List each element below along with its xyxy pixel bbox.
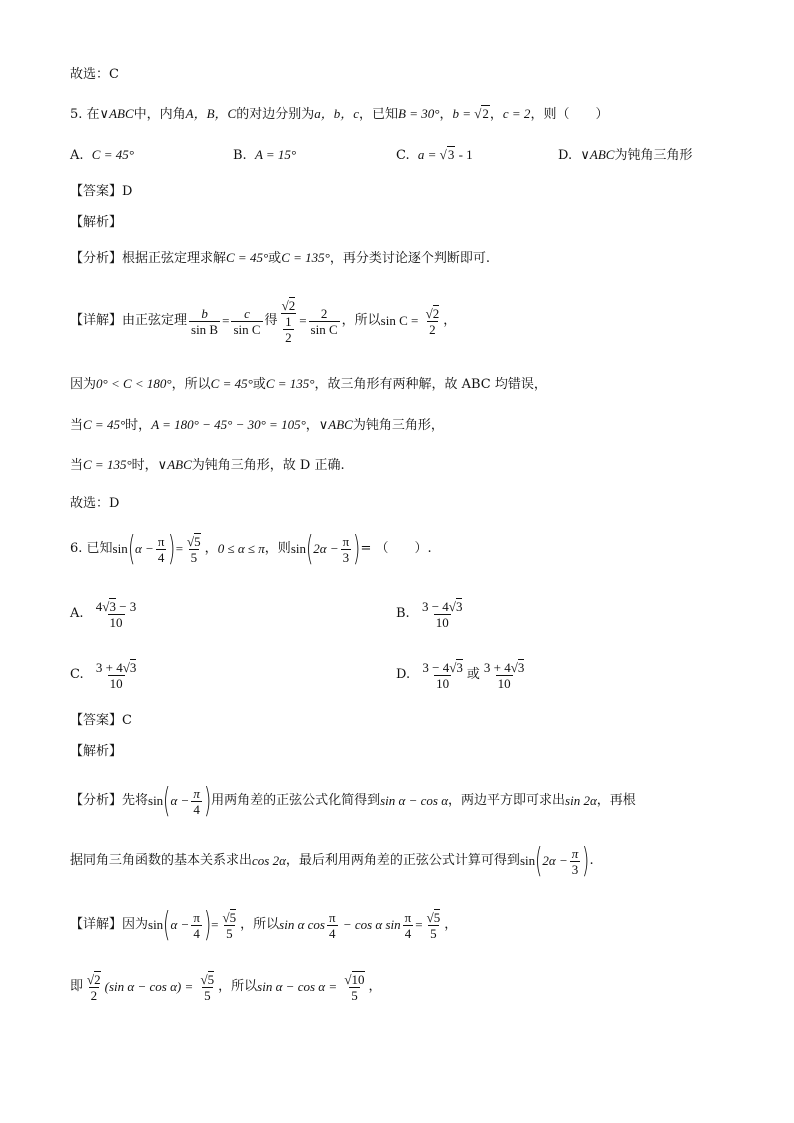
option-label: C. [396, 148, 410, 163]
coef: 3 + 4 [483, 659, 511, 675]
denominator: 4 [193, 925, 200, 941]
option-value: a = [417, 147, 440, 162]
numerator: π [342, 533, 350, 549]
option-value: ABC [589, 147, 615, 162]
denominator [281, 313, 296, 345]
answer-6 [70, 711, 132, 731]
numerator: π [571, 845, 579, 861]
left-paren: ( [163, 781, 171, 821]
numerator: b [201, 305, 208, 321]
text: ，再分类讨论逐个判断即可. [329, 251, 490, 266]
right-paren: ) [203, 905, 212, 945]
math: 0° < C < 180° [96, 376, 172, 391]
math: sin α − cos α [380, 793, 449, 808]
denominator: 10 [109, 675, 123, 691]
q5-comma: ， [489, 107, 503, 122]
q5-text: ，已知 [359, 107, 399, 122]
fraction-pi-4 [156, 534, 167, 565]
left-paren: ( [305, 529, 314, 569]
option-value: ∨ [580, 148, 590, 163]
option-value: A = 15° [254, 147, 297, 162]
fraction-pi-4 [191, 910, 202, 941]
numerator: 1 [285, 313, 292, 329]
text: 时，∨ [131, 458, 168, 473]
math: sin α cos [279, 917, 325, 932]
equals: = [175, 541, 184, 556]
fraction-c-sinC [231, 306, 262, 337]
denominator: 5 [226, 925, 233, 941]
numerator: √2 [281, 297, 296, 313]
math: C = 135° [83, 457, 132, 472]
fraction-half [283, 314, 294, 345]
detail-6-result [70, 964, 382, 1011]
numerator: π [328, 909, 336, 925]
option-value: C = 45° [91, 147, 134, 162]
numerator: √5 [187, 533, 201, 549]
q5-text: 中，内角 [133, 107, 186, 122]
math: ABC [328, 417, 353, 432]
question-6-stem [70, 524, 432, 575]
numerator: √5 [222, 909, 237, 925]
q5-option-c [396, 145, 473, 166]
coef: 3 − 4 [421, 598, 449, 614]
text: 6. 已知 [70, 541, 113, 556]
fraction-sqrt5-5 [221, 910, 239, 941]
radicand: 10 [351, 971, 365, 987]
q5-text: 的对边分别为 [236, 107, 315, 122]
q5-given-side-b: b = [452, 106, 475, 121]
right-paren: ) [168, 529, 176, 569]
q5-sides: a，b，c [314, 106, 359, 121]
answer-select-d [70, 494, 119, 514]
numerator: c [244, 305, 250, 321]
q5-option-d [558, 145, 692, 166]
math: sin [148, 793, 164, 808]
numerator: 3 − 4√3 [421, 598, 463, 614]
option-label: C. [70, 667, 84, 682]
text: 【详解】因为 [70, 917, 149, 932]
fraction-b-sinB [189, 306, 220, 337]
right-paren: ) [582, 841, 590, 881]
math: sin [112, 541, 128, 556]
math: ABC [167, 457, 192, 472]
denominator: 4 [329, 925, 336, 941]
radicand: 5 [433, 909, 441, 925]
q5-comma: ， [439, 107, 453, 122]
text: 【详解】由正弦定理 [70, 313, 188, 328]
denominator: 2 [429, 321, 436, 337]
text: ， [443, 313, 457, 328]
math: 2α − [542, 853, 568, 868]
option-label: D. [558, 148, 573, 163]
detail-5-case-45 [70, 415, 444, 436]
denominator: sin B [191, 321, 219, 337]
equals: = [299, 313, 307, 328]
math: A = 180° − 45° − 30° = 105° [151, 417, 306, 432]
text: 或 [466, 667, 480, 682]
option-fraction [420, 599, 464, 630]
numerator: 4√3 − 3 [95, 598, 137, 614]
denominator: 10 [109, 614, 123, 630]
left-paren: ( [535, 841, 543, 881]
text: 据同角三角函数的基本关系求出 [70, 853, 253, 868]
fraction-sqrt10-5 [342, 972, 366, 1003]
text: 时， [125, 418, 152, 433]
option-fraction [94, 660, 138, 691]
math: C = 135° [265, 376, 315, 391]
left-paren: ( [163, 905, 171, 945]
denominator: sin C [310, 321, 338, 337]
q5-option-a [70, 145, 134, 166]
text: 或 [268, 251, 282, 266]
denominator: 2 [285, 329, 292, 345]
numerator: π [157, 533, 165, 549]
denominator: 10 [497, 675, 511, 691]
option-value: - 1 [455, 147, 473, 162]
q5-given-c: c = 2 [502, 106, 531, 121]
text: 用两角差的正弦公式化简得到 [211, 793, 381, 808]
radicand: 3 [455, 598, 463, 614]
math: − cos α sin [339, 917, 401, 932]
option-fraction [482, 660, 526, 691]
denominator: 3 [571, 861, 579, 877]
text: ，再根 [596, 793, 636, 808]
text: . [589, 853, 594, 868]
text: 故选：D [70, 496, 120, 511]
text: 因为 [70, 377, 97, 392]
text: 为钝角三角形，故 D 正确. [191, 458, 345, 473]
radicand: 2 [94, 971, 101, 987]
text: = （ ）. [360, 541, 432, 556]
denominator: 5 [190, 549, 198, 565]
q5-option-b [233, 145, 296, 166]
math: sin 2α [565, 793, 597, 808]
fraction-sqrt2-over-half [280, 298, 298, 345]
q6-option-a [70, 595, 140, 634]
answer-text: 【答案】D [70, 184, 133, 199]
coef: 4 [95, 598, 103, 614]
q5-given-b: B = 30° [398, 106, 440, 121]
numerator: √2 [425, 305, 440, 321]
math: sin [290, 541, 306, 556]
q6-option-b [396, 595, 466, 634]
analysis-5-summary [70, 248, 490, 269]
text: 【分析】先将 [70, 793, 149, 808]
answer-5 [70, 182, 132, 202]
analysis-6-summary-2 [70, 838, 594, 885]
radicand: 2 [288, 297, 296, 313]
fraction-pi-3 [341, 534, 352, 565]
text: 即 [70, 979, 84, 994]
text: ， [204, 541, 218, 556]
fraction-pi-4 [191, 786, 202, 817]
analysis-5-header [70, 213, 122, 233]
radicand: 3 [109, 598, 116, 614]
radicand: 3 [447, 147, 455, 162]
text: ，所以 [341, 313, 381, 328]
denominator: 10 [436, 675, 450, 691]
analysis-6-header [70, 742, 122, 762]
denominator: sin C [233, 321, 261, 337]
numerator: √5 [426, 909, 441, 925]
math: 2α − [313, 541, 339, 556]
option-value: 为钝角三角形 [614, 148, 693, 163]
radicand: 5 [229, 909, 237, 925]
coef: 3 + 4 [95, 659, 123, 675]
option-label: A. [70, 606, 84, 621]
numerator: 3 + 4√3 [483, 659, 525, 675]
q5-radicand: 2 [482, 106, 489, 121]
equals: = [222, 313, 230, 328]
text: ，∨ [305, 418, 329, 433]
text: ， [368, 979, 382, 994]
detail-6-expand [70, 902, 457, 949]
option-label: A. [70, 148, 84, 163]
q5-angles: A，B，C [185, 106, 237, 121]
radicand: 5 [194, 533, 201, 549]
detail-5-sine-law [70, 292, 456, 351]
analysis-header: 【解析】 [70, 215, 123, 230]
math: cos 2α [252, 853, 286, 868]
equals: = [211, 917, 219, 932]
math: C = 45° [226, 250, 269, 265]
answer-select-text: 故选：C [70, 67, 119, 82]
math: sin [148, 917, 164, 932]
math: sin [519, 853, 536, 868]
analysis-6-summary-1 [70, 778, 636, 825]
numerator: 3 − 4√3 [422, 659, 463, 675]
q5-sqrt: √2 [474, 106, 489, 121]
right-paren: ) [203, 781, 212, 821]
text: 当 [70, 458, 84, 473]
denominator: 2 [90, 987, 98, 1003]
fraction-sqrt5-5 [185, 534, 203, 565]
text: ， [444, 917, 458, 932]
math: sin α − cos α = [257, 979, 341, 994]
question-5-stem [70, 104, 608, 125]
denominator: 3 [342, 549, 350, 565]
denominator: 4 [193, 801, 200, 817]
option-label: B. [233, 148, 247, 163]
denominator: 10 [435, 614, 449, 630]
sqrt: √3 [439, 147, 455, 162]
denominator: 5 [204, 987, 211, 1003]
denominator: 5 [351, 987, 358, 1003]
radicand: 3 [129, 659, 137, 675]
numerator: π [193, 785, 200, 801]
q5-text: 5. 在∨ [70, 107, 110, 122]
math: (sin α − cos α) = [104, 979, 197, 994]
numerator: √5 [200, 971, 215, 987]
text: ，所以 [240, 917, 280, 932]
fraction-sqrt2-over-2 [424, 306, 442, 337]
math: α − [134, 541, 154, 556]
fraction-2-sinC [309, 306, 340, 337]
math: α − [170, 793, 190, 808]
coef: 3 − 4 [422, 659, 450, 675]
text: 当 [70, 418, 84, 433]
math: 0 ≤ α ≤ π [217, 541, 265, 556]
right-paren: ) [353, 529, 361, 569]
math: sin C = [380, 313, 422, 328]
q6-option-c [70, 656, 140, 695]
q5-triangle: ABC [109, 106, 134, 121]
option-label: D. [396, 667, 411, 682]
fraction-pi-3 [570, 846, 581, 877]
fraction-sqrt2-2 [85, 972, 103, 1003]
detail-5-range [70, 374, 547, 395]
option-label: B. [396, 606, 410, 621]
left-paren: ( [127, 529, 135, 569]
radicand: 3 [517, 659, 525, 675]
fraction-pi-4 [327, 910, 338, 941]
text: ，两边平方即可求出 [448, 793, 566, 808]
denominator: 4 [404, 925, 412, 941]
numerator: √2 [87, 971, 101, 987]
numerator: √10 [344, 971, 365, 987]
math: α − [170, 917, 190, 932]
denominator: 4 [157, 549, 165, 565]
text: ，所以 [218, 979, 258, 994]
radicand: 2 [432, 305, 440, 321]
fraction-sqrt5-5 [199, 972, 217, 1003]
numerator: 3 + 4√3 [95, 659, 137, 675]
option-fraction [94, 599, 138, 630]
denominator: 5 [430, 925, 437, 941]
math: C = 45° [83, 417, 126, 432]
numerator: π [193, 909, 200, 925]
text: 或 [252, 377, 266, 392]
term: − 3 [115, 598, 137, 614]
radicand: 3 [456, 659, 463, 675]
answer-text: 【答案】C [70, 713, 132, 728]
text: 【分析】根据正弦定理求解 [70, 251, 227, 266]
math: C = 135° [281, 250, 330, 265]
q5-text: ，则（ ） [530, 107, 609, 122]
text: ，所以 [171, 377, 211, 392]
option-fraction [420, 660, 464, 691]
radicand: 5 [207, 971, 215, 987]
equals: = [415, 917, 423, 932]
numerator: 2 [320, 305, 328, 321]
fraction-pi-4 [403, 910, 414, 941]
q6-option-d [396, 656, 528, 695]
text: ，最后利用两角差的正弦公式计算可得到 [285, 853, 520, 868]
text: 得 [264, 313, 278, 328]
analysis-header: 【解析】 [70, 744, 123, 759]
answer-select-line [70, 65, 119, 85]
math: C = 45° [210, 376, 253, 391]
fraction-sqrt5-5 [425, 910, 443, 941]
text: ，故三角形有两种解，故 ABC 均错误， [314, 377, 547, 392]
text: ，则 [264, 541, 291, 556]
numerator: π [404, 909, 412, 925]
detail-5-case-135 [70, 455, 345, 476]
text: 为钝角三角形， [352, 418, 444, 433]
